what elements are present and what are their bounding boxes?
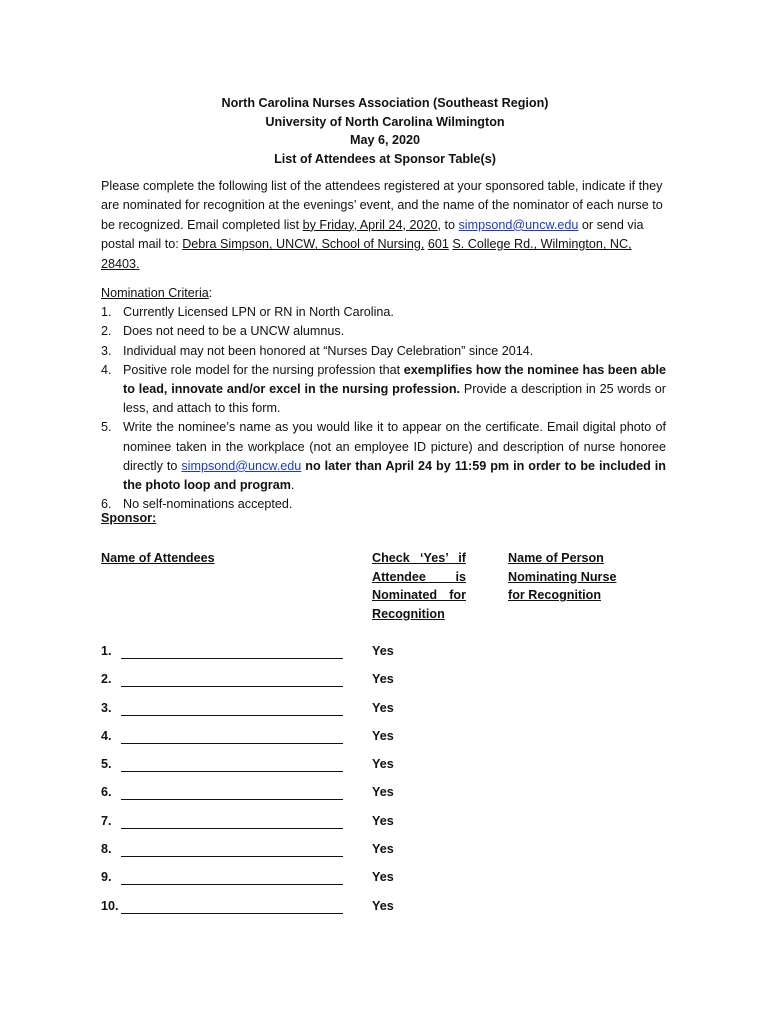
criteria-item (101, 361, 666, 419)
nominator-column-header: Name of Person Nominating Nurse for Recognition (508, 551, 617, 603)
criteria-colon: : (208, 286, 213, 300)
deadline-text: by Friday, April 24, 2020, (302, 217, 441, 232)
criteria-emphasis: no later than April 24 by 11:59 pm in order to be included in the photo loop and program (123, 458, 666, 493)
mailing-address-line2: S. College Rd., Wilmington, NC, 28403. (101, 237, 632, 271)
criteria-item (101, 418, 666, 495)
attendee-row (101, 699, 421, 727)
criteria-text: Does not need to be a UNCW alumnus. (123, 324, 345, 339)
sponsor-label: Sponsor: (101, 511, 157, 525)
criteria-number: 2. (101, 324, 112, 339)
nomination-check-header-text: Check ‘Yes’ if Attendee is Nominated for Recognition (372, 551, 466, 621)
row-number: 7. (101, 813, 112, 828)
attendee-row (101, 642, 421, 670)
criteria-number: 5. (101, 420, 112, 435)
row-number: 1. (101, 644, 112, 658)
attendee-name-blank[interactable] (121, 856, 343, 857)
criteria-number: 4. (101, 362, 112, 377)
criteria-item (101, 342, 666, 361)
yes-option[interactable]: Yes (372, 644, 394, 658)
yes-option[interactable]: Yes (372, 842, 394, 857)
nomination-check-column-header (372, 549, 466, 623)
row-number: 5. (101, 757, 112, 772)
attendee-name-blank[interactable] (121, 828, 343, 829)
yes-option[interactable]: Yes (372, 728, 394, 743)
attendee-name-blank[interactable] (121, 715, 343, 716)
email-link[interactable]: simpsond@uncw.edu (181, 458, 302, 473)
criteria-emphasis: exemplifies how the nominee has been able to lead, innovate and/or excel in the nursing profession. (123, 362, 666, 397)
attendee-name-blank[interactable] (121, 771, 343, 772)
university-name: University of North Carolina Wilmington (265, 114, 505, 129)
row-number: 9. (101, 870, 112, 885)
attendee-row (101, 755, 421, 783)
yes-option[interactable]: Yes (372, 898, 394, 913)
criteria-item (101, 495, 666, 514)
criteria-item (101, 303, 666, 322)
criteria-item (101, 322, 666, 341)
criteria-text-end: . (290, 478, 295, 493)
criteria-text: No self-nominations accepted. (123, 497, 293, 512)
row-number: 8. (101, 842, 112, 857)
criteria-heading-text: Nomination Criteria (101, 286, 209, 300)
attendees-column-header: Name of Attendees (101, 551, 215, 565)
criteria-number: 6. (101, 497, 112, 512)
yes-option[interactable]: Yes (372, 785, 394, 800)
row-number: 3. (101, 700, 112, 715)
attendee-row (101, 783, 421, 811)
attendee-name-blank[interactable] (121, 913, 343, 914)
row-number: 10. (101, 898, 119, 913)
document-title: List of Attendees at Sponsor Table(s) (274, 151, 496, 166)
instructions-paragraph (101, 177, 666, 274)
intro-text-2: to (440, 217, 459, 232)
attendee-row (101, 670, 421, 698)
yes-option[interactable]: Yes (372, 700, 394, 715)
row-number: 4. (101, 728, 112, 743)
document-header (0, 94, 770, 168)
mailing-address-line1: Debra Simpson, UNCW, School of Nursing, (182, 237, 425, 252)
attendee-name-blank[interactable] (121, 658, 343, 659)
intro-text: Please complete the following list of the attendees registered at your sponsored table, indicate if they are nominated for recognition at the evenings’ event, and the name of the nominator of each nurse to be recognized. Email completed list (101, 179, 663, 232)
attendee-row (101, 868, 421, 896)
criteria-number: 1. (101, 305, 112, 320)
yes-option[interactable]: Yes (372, 757, 394, 772)
nomination-criteria (101, 284, 666, 514)
attendee-row (101, 727, 421, 755)
yes-option[interactable]: Yes (372, 870, 394, 885)
yes-option[interactable]: Yes (372, 813, 394, 828)
row-number: 6. (101, 785, 112, 800)
event-date: May 6, 2020 (349, 133, 421, 147)
attendee-row (101, 840, 421, 868)
criteria-text: Currently Licensed LPN or RN in North Carolina. (123, 305, 394, 320)
criteria-text: Individual may not been honored at “Nurses Day Celebration” since 2014. (123, 343, 534, 358)
intro-text-3: or send via postal mail to: (101, 217, 644, 252)
attendee-name-blank[interactable] (121, 884, 343, 885)
attendee-name-blank[interactable] (121, 743, 343, 744)
attendee-name-blank[interactable] (121, 686, 343, 687)
address-number: 601 (427, 237, 449, 252)
email-link[interactable]: simpsond@uncw.edu (458, 217, 579, 232)
criteria-list (101, 303, 666, 514)
org-name: North Carolina Nurses Association (Southeast Region) (221, 96, 549, 110)
attendee-row (101, 812, 421, 840)
attendee-name-blank[interactable] (121, 799, 343, 800)
criteria-number: 3. (101, 343, 112, 358)
attendee-row (101, 897, 421, 925)
criteria-text: Write the nominee’s name as you would like it to appear on the certificate. Email digital photo of nominee taken in the workplace (not an employee ID picture) and description of nurse honoree directly to (123, 420, 666, 473)
criteria-heading (101, 284, 666, 303)
row-number: 2. (101, 672, 112, 687)
criteria-text-end: Provide a description in 25 words or less, and attach to this form. (123, 382, 667, 416)
attendee-rows (101, 642, 421, 925)
criteria-text: Positive role model for the nursing profession that (123, 362, 404, 377)
yes-option[interactable]: Yes (372, 672, 394, 687)
